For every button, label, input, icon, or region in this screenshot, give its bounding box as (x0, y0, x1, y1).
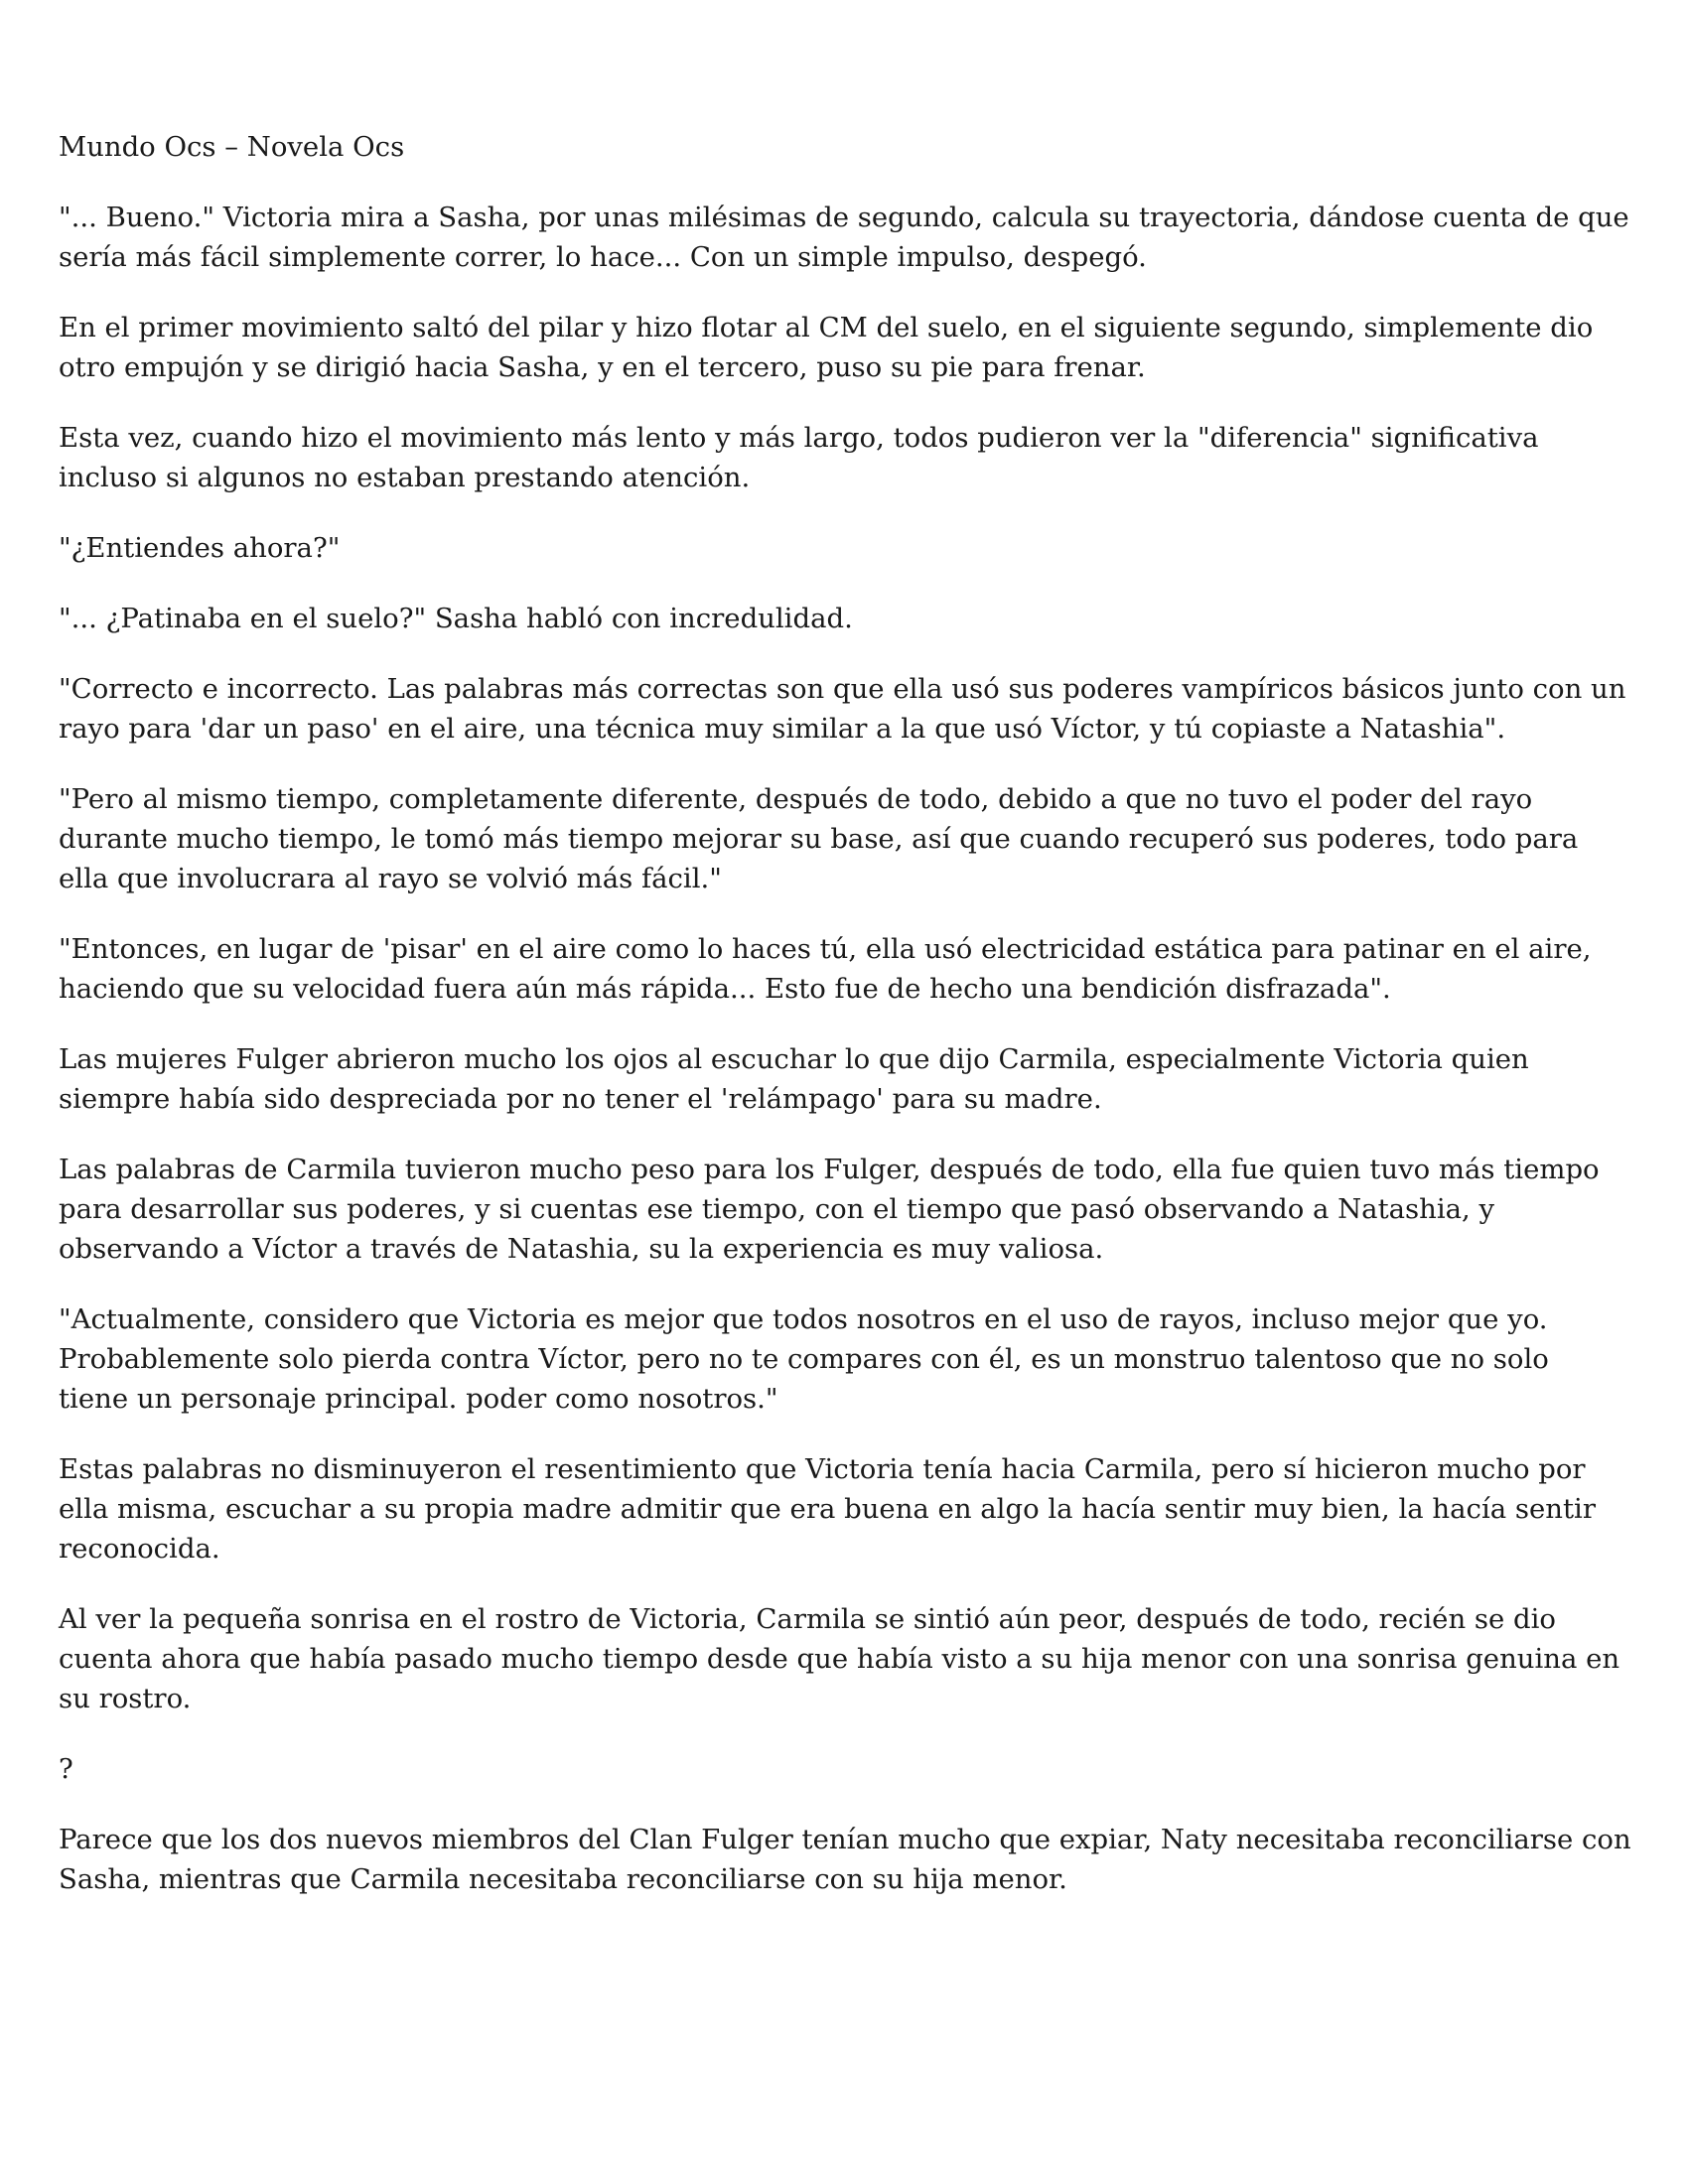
paragraph (59, 669, 1647, 749)
text-line: incluso si algunos no estaban prestando atención. (59, 462, 751, 493)
text-line: En el primer movimiento saltó del pilar y hizo flotar al CM del suelo, en el siguiente segundo, simplemente dio (59, 312, 1594, 343)
text-line: "... ¿Patinaba en el suelo?" Sasha habló con incredulidad. (59, 603, 853, 634)
paragraph (59, 198, 1647, 277)
paragraph (59, 1299, 1647, 1419)
paragraph (59, 418, 1647, 497)
paragraph (59, 1039, 1647, 1119)
text-line: Al ver la pequeña sonrisa en el rostro de Victoria, Carmila se sintió aún peor, después de todo, recién se dio (59, 1603, 1556, 1635)
paragraph (59, 1150, 1647, 1269)
text-line: Parece que los dos nuevos miembros del Clan Fulger tenían mucho que expiar, Naty necesitaba reconciliarse con (59, 1824, 1631, 1855)
paragraph (59, 1749, 1647, 1789)
document-page (59, 127, 1647, 1930)
text-line: Sasha, mientras que Carmila necesitaba reconciliarse con su hija menor. (59, 1863, 1067, 1895)
text-line: otro empujón y se dirigió hacia Sasha, y en el tercero, puso su pie para frenar. (59, 351, 1146, 383)
paragraph (59, 1599, 1647, 1718)
paragraph (59, 779, 1647, 898)
text-line: Esta vez, cuando hizo el movimiento más lento y más largo, todos pudieron ver la "diferencia" significativa (59, 422, 1539, 454)
document-body (59, 198, 1647, 1899)
paragraph (59, 1449, 1647, 1569)
text-line: Las palabras de Carmila tuvieron mucho peso para los Fulger, después de todo, ella fue quien tuvo más tiempo (59, 1154, 1600, 1185)
text-line: rayo para 'dar un paso' en el aire, una técnica muy similar a la que usó Víctor, y tú copiaste a Natashia". (59, 713, 1506, 745)
text-line: Las mujeres Fulger abrieron mucho los ojos al escuchar lo que dijo Carmila, especialmente Victoria quien (59, 1043, 1529, 1075)
text-line: "... Bueno." Victoria mira a Sasha, por unas milésimas de segundo, calcula su trayectoria, dándose cuenta de que (59, 202, 1629, 233)
text-line: su rostro. (59, 1683, 192, 1714)
text-line: Probablemente solo pierda contra Víctor, pero no te compares con él, es un monstruo talentoso que no solo (59, 1343, 1549, 1375)
text-line: durante mucho tiempo, le tomó más tiempo mejorar su base, así que cuando recuperó sus poderes, todo para (59, 823, 1579, 855)
text-line: Estas palabras no disminuyeron el resentimiento que Victoria tenía hacia Carmila, pero sí hicieron mucho por (59, 1453, 1586, 1485)
text-line: siempre había sido despreciada por no tener el 'relámpago' para su madre. (59, 1083, 1102, 1115)
document-header: Mundo Ocs – Novela Ocs (59, 131, 405, 163)
text-line: sería más fácil simplemente correr, lo hace... Con un simple impulso, despegó. (59, 241, 1147, 273)
text-line: cuenta ahora que había pasado mucho tiempo desde que había visto a su hija menor con una sonrisa genuina en (59, 1643, 1620, 1675)
paragraph (59, 308, 1647, 387)
paragraph (59, 1820, 1647, 1899)
text-line: "¿Entiendes ahora?" (59, 532, 341, 564)
text-line: "Correcto e incorrecto. Las palabras más correctas son que ella usó sus poderes vampíricos básicos junto con un (59, 673, 1626, 705)
text-line: ella misma, escuchar a su propia madre admitir que era buena en algo la hacía sentir muy bien, la hacía sentir (59, 1493, 1596, 1525)
paragraph (59, 929, 1647, 1009)
text-line: haciendo que su velocidad fuera aún más rápida... Esto fue de hecho una bendición disfrazada". (59, 973, 1391, 1005)
text-line: para desarrollar sus poderes, y si cuentas ese tiempo, con el tiempo que pasó observando a Natashia, y (59, 1193, 1495, 1225)
paragraph (59, 528, 1647, 568)
paragraph (59, 599, 1647, 638)
text-line: reconocida. (59, 1533, 220, 1565)
text-line: tiene un personaje principal. poder como nosotros." (59, 1383, 778, 1415)
text-line: "Actualmente, considero que Victoria es mejor que todos nosotros en el uso de rayos, incluso mejor que yo. (59, 1303, 1548, 1335)
text-line: "Pero al mismo tiempo, completamente diferente, después de todo, debido a que no tuvo el poder del rayo (59, 783, 1533, 815)
text-line: "Entonces, en lugar de 'pisar' en el aire como lo haces tú, ella usó electricidad estática para patinar en el aire, (59, 933, 1592, 965)
text-line: observando a Víctor a través de Natashia, su la experiencia es muy valiosa. (59, 1233, 1104, 1265)
text-line: ella que involucrara al rayo se volvió más fácil." (59, 863, 722, 894)
text-line: ? (59, 1753, 73, 1785)
